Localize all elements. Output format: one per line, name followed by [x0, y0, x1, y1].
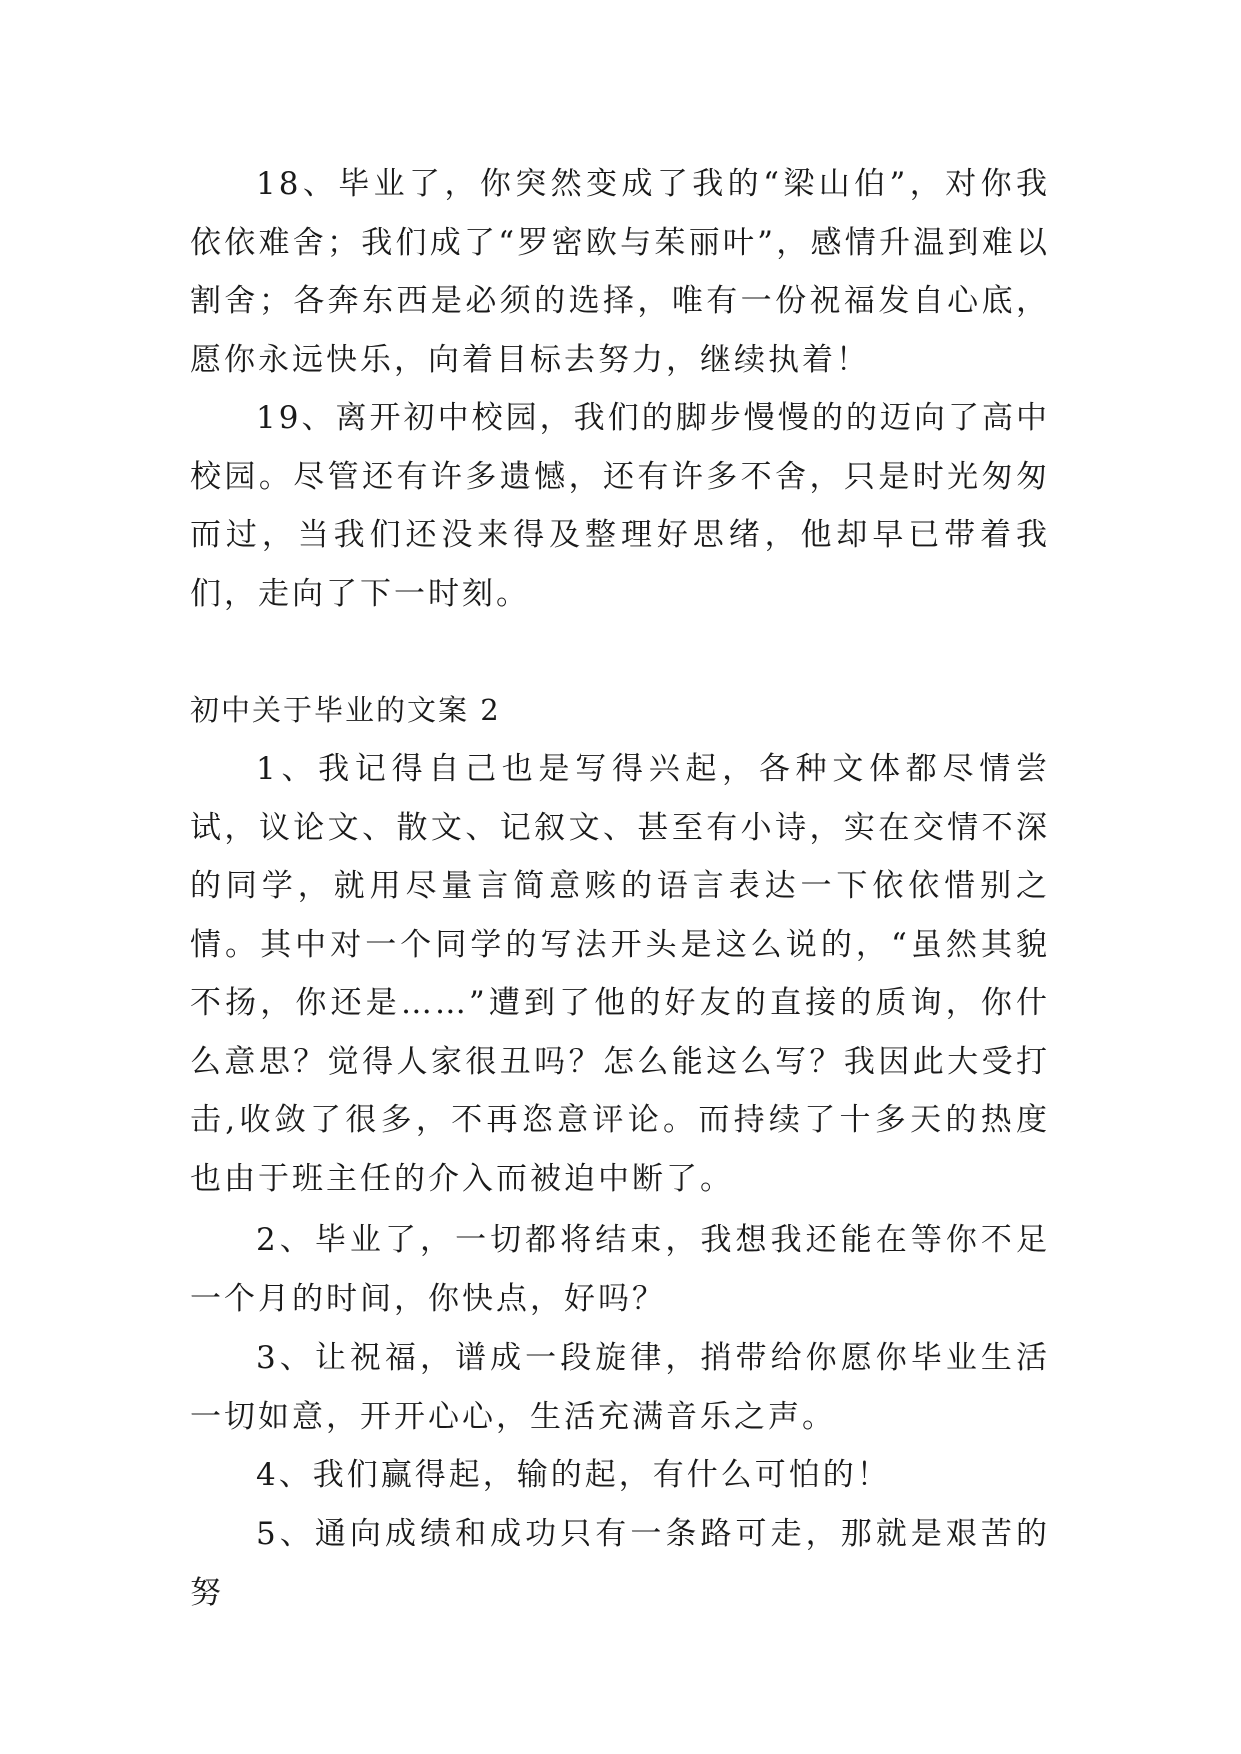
section-heading: 初中关于毕业的文案 2	[190, 693, 501, 727]
paragraph-item-1: 1、我记得自己也是写得兴起，各种文体都尽情尝试，议论文、散文、记叙文、甚至有小诗，实在交情不深的同学，就用尽量言简意赅的语言表达一下依依惜别之情。其中对一个同学的写法开头是这么说的，“虽然其貌不扬，你还是……”遭到了他的好友的直接的质询，你什么意思？觉得人家很丑吗？怎么能这么写？我因此大受打击,收敛了很多，不再恣意评论。而持续了十多天的热度也由于班主任的介入而被迫中断了。	[190, 751, 1050, 1197]
paragraph-item-5: 5、通向成绩和成功只有一条路可走，那就是艰苦的努	[190, 1516, 1050, 1611]
paragraph-item-19: 19、离开初中校园，我们的脚步慢慢的的迈向了高中校园。尽管还有许多遗憾，还有许多不舍，只是时光匆匆而过，当我们还没来得及整理好思绪，他却早已带着我们，走向了下一时刻。	[190, 400, 1050, 612]
paragraph-item-4: 4、我们赢得起，输的起，有什么可怕的！	[256, 1457, 891, 1493]
paragraph-item-18: 18、毕业了，你突然变成了我的“梁山伯”，对你我依依难舍；我们成了“罗密欧与茱丽叶”，感情升温到难以割舍；各奔东西是必须的选择，唯有一份祝福发自心底，愿你永远快乐，向着目标去努力，继续执着！	[190, 166, 1050, 378]
paragraph-item-3: 3、让祝福，谱成一段旋律，捎带给你愿你毕业生活一切如意，开开心心，生活充满音乐之声。	[190, 1340, 1050, 1435]
paragraph-item-2: 2、毕业了，一切都将结束，我想我还能在等你不足一个月的时间，你快点，好吗？	[190, 1222, 1050, 1317]
